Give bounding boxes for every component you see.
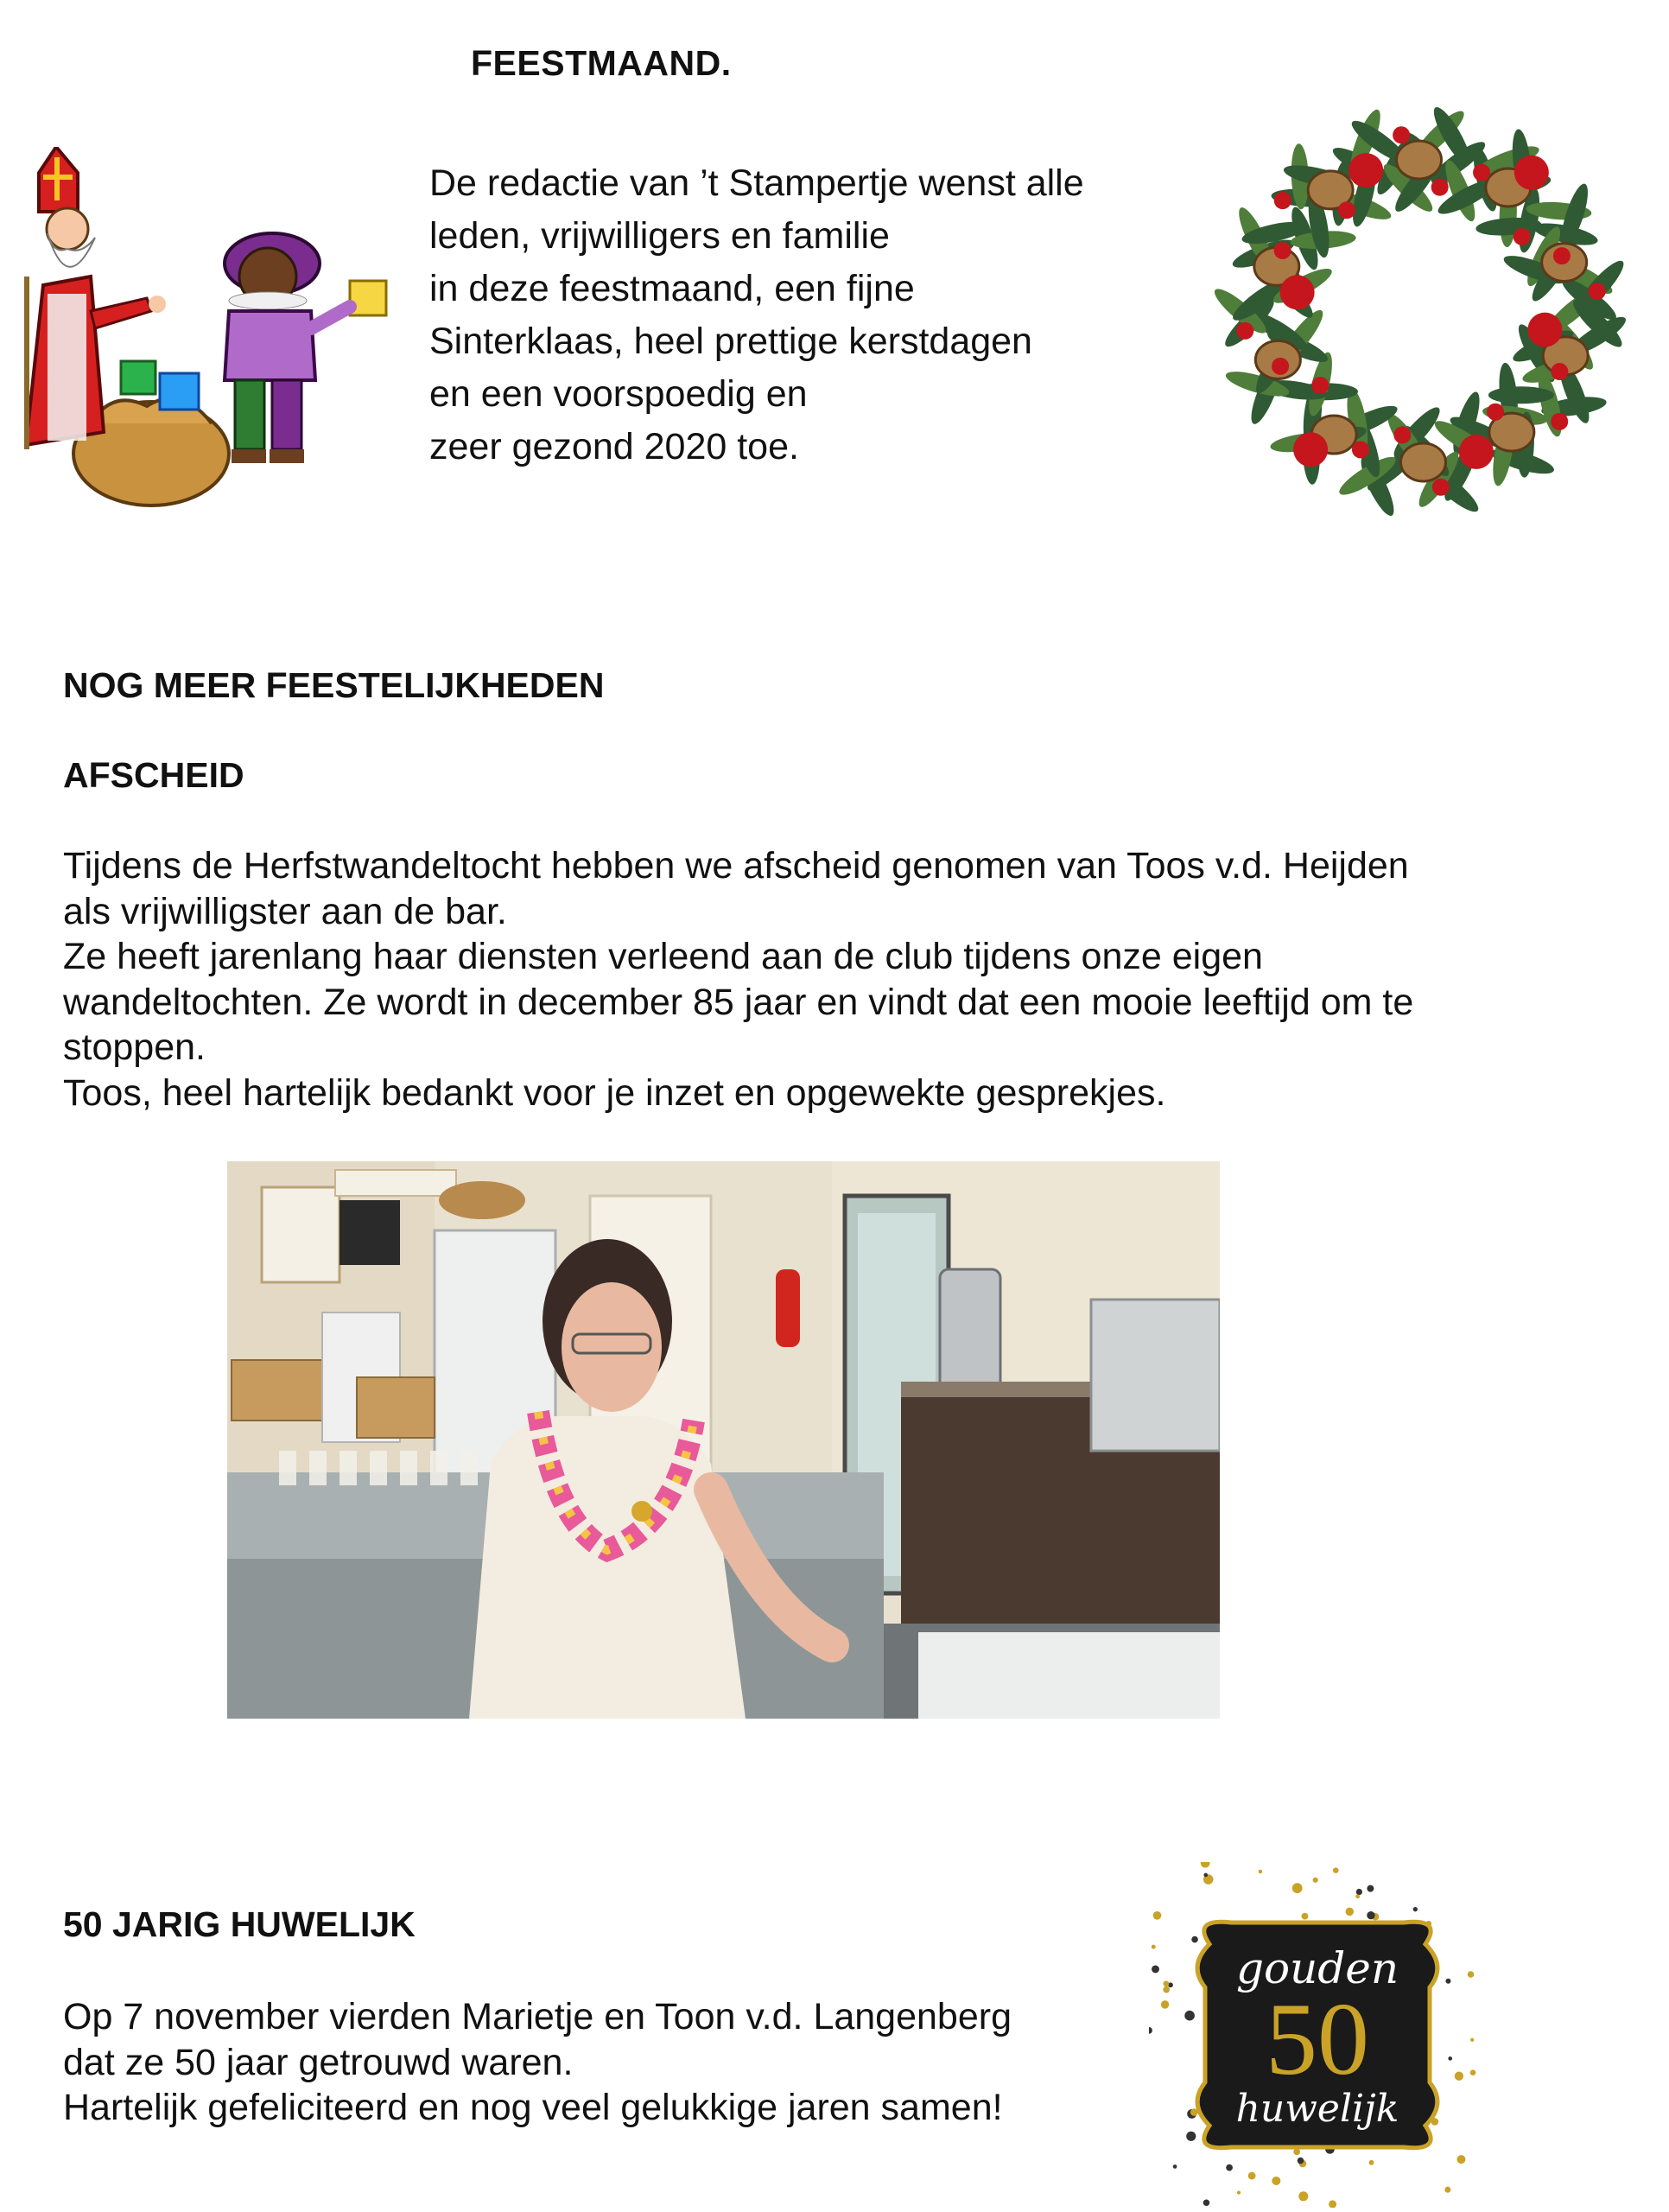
wreath-berry bbox=[1459, 435, 1494, 469]
wreath-berry bbox=[1338, 201, 1355, 219]
confetti-dot bbox=[1413, 1907, 1418, 1911]
wreath-berry bbox=[1349, 153, 1383, 188]
wreath-berry bbox=[1514, 228, 1531, 245]
confetti-dot bbox=[1292, 1883, 1303, 1893]
wreath-berry bbox=[1393, 126, 1410, 143]
confetti-dot bbox=[1455, 2072, 1463, 2081]
confetti-dot bbox=[1161, 2000, 1169, 2008]
wreath-berry bbox=[1274, 192, 1291, 209]
wreath-berry bbox=[1473, 164, 1490, 181]
wreath-berry bbox=[1393, 426, 1411, 443]
confetti-dot bbox=[1186, 2132, 1196, 2141]
wreath-berry bbox=[1236, 322, 1253, 340]
confetti-dot bbox=[1259, 1870, 1262, 1873]
confetti-dot bbox=[1456, 2155, 1465, 2164]
sinterklaas-illustration bbox=[9, 147, 415, 518]
confetti-dot bbox=[1444, 2187, 1450, 2193]
anniversary-line: dat ze 50 jaar getrouwd waren. bbox=[63, 2041, 574, 2083]
greeting-text bbox=[429, 157, 1084, 474]
confetti-dot bbox=[1184, 2011, 1195, 2021]
confetti-dot bbox=[1470, 2069, 1476, 2075]
badge-bottom-text: huwelijk bbox=[1235, 2087, 1399, 2131]
confetti-dot bbox=[1367, 1911, 1374, 1919]
confetti-dot bbox=[1470, 2038, 1474, 2042]
confetti-dot bbox=[1367, 1885, 1374, 1892]
confetti-dot bbox=[1293, 2149, 1300, 2156]
confetti-dot bbox=[1272, 2177, 1280, 2185]
wreath-pinecone bbox=[1397, 141, 1442, 179]
greeting-line: in deze feestmaand, een fijne bbox=[429, 268, 915, 309]
badge-top-text: gouden bbox=[1235, 1943, 1399, 1993]
greeting-line: leden, vrijwilligers en familie bbox=[429, 215, 890, 257]
wreath-berry bbox=[1311, 377, 1329, 394]
confetti-dot bbox=[1369, 2160, 1374, 2165]
christmas-wreath-illustration bbox=[1188, 95, 1654, 527]
confetti-dot bbox=[1355, 1894, 1360, 1898]
wreath-berry bbox=[1272, 358, 1289, 375]
afscheid-line: wandeltochten. Ze wordt in december 85 jaar en vindt dat een mooie leeftijd om te bbox=[63, 981, 1414, 1023]
anniversary-heading: 50 JARIG HUWELIJK bbox=[63, 1904, 416, 1944]
confetti-dot bbox=[1152, 1965, 1159, 1973]
afscheid-line: Tijdens de Herfstwandeltocht hebben we afscheid genomen van Toos v.d. Heijden bbox=[63, 845, 1409, 887]
wreath-berry bbox=[1432, 479, 1450, 496]
badge-number: 50 bbox=[1266, 1981, 1369, 2096]
afscheid-line: Ze heeft jarenlang haar diensten verleend aan de club tijdens onze eigen bbox=[63, 936, 1263, 977]
wreath-berry bbox=[1514, 156, 1549, 190]
greeting-line: en een voorspoedig en bbox=[429, 373, 808, 415]
greeting-line: zeer gezond 2020 toe. bbox=[429, 426, 799, 467]
confetti-dot bbox=[1226, 2164, 1233, 2171]
afscheid-line: als vrijwilligster aan de bar. bbox=[63, 890, 507, 932]
afscheid-heading: AFSCHEID bbox=[63, 755, 244, 795]
confetti-dot bbox=[1153, 1911, 1162, 1920]
afscheid-paragraph bbox=[63, 843, 1549, 1116]
wreath-berry bbox=[1274, 242, 1291, 259]
wreath-berry bbox=[1551, 363, 1568, 380]
golden-anniversary-badge bbox=[1149, 1862, 1486, 2208]
farewell-photo bbox=[227, 1161, 1220, 1719]
confetti-dot bbox=[1203, 2199, 1210, 2206]
confetti-dot bbox=[1173, 2164, 1177, 2169]
confetti-dot bbox=[1237, 2191, 1241, 2195]
confetti-dot bbox=[1163, 1986, 1170, 1993]
confetti-dot bbox=[1468, 1971, 1475, 1978]
feestmaand-title: FEESTMAAND. bbox=[471, 43, 732, 83]
anniversary-line: Hartelijk gefeliciteerd en nog veel gelukkige jaren samen! bbox=[63, 2087, 1003, 2128]
confetti-dot bbox=[1248, 2172, 1256, 2180]
confetti-dot bbox=[1445, 1979, 1450, 1984]
wreath-berry bbox=[1551, 413, 1568, 430]
confetti-dot bbox=[1333, 1867, 1339, 1873]
wreath-berry bbox=[1280, 275, 1315, 309]
wreath-berry bbox=[1553, 247, 1571, 264]
wreath-berry bbox=[1487, 404, 1504, 421]
wreath-pinecone bbox=[1400, 443, 1445, 481]
anniversary-line: Op 7 november vierden Marietje en Toon v.d. Langenberg bbox=[63, 1996, 1012, 2037]
wreath-berry bbox=[1293, 432, 1328, 467]
greeting-line: De redactie van ’t Stampertje wenst alle bbox=[429, 162, 1084, 204]
greeting-line: Sinterklaas, heel prettige kerstdagen bbox=[429, 321, 1032, 362]
wreath-leaf bbox=[1488, 386, 1554, 404]
confetti-dot bbox=[1191, 1936, 1198, 1943]
confetti-dot bbox=[1163, 1980, 1169, 1986]
confetti-dot bbox=[1203, 1873, 1208, 1878]
wreath-berry bbox=[1527, 313, 1562, 347]
wreath-berry bbox=[1589, 283, 1606, 300]
wreath-berry bbox=[1352, 441, 1369, 458]
confetti-dot bbox=[1152, 1945, 1156, 1949]
festivities-heading: NOG MEER FEESTELIJKHEDEN bbox=[63, 665, 605, 705]
afscheid-line: Toos, heel hartelijk bedankt voor je inzet en opgewekte gesprekjes. bbox=[63, 1071, 1166, 1114]
confetti-dot bbox=[1298, 2158, 1304, 2164]
confetti-dot bbox=[1298, 2191, 1308, 2201]
confetti-dot bbox=[1313, 1878, 1318, 1883]
wreath-berry bbox=[1431, 179, 1449, 196]
afscheid-line: stoppen. bbox=[63, 1027, 206, 1068]
confetti-dot bbox=[1448, 2056, 1452, 2061]
confetti-dot bbox=[1346, 1908, 1354, 1916]
confetti-dot bbox=[1302, 1913, 1309, 1920]
confetti-dot bbox=[1356, 1889, 1362, 1895]
